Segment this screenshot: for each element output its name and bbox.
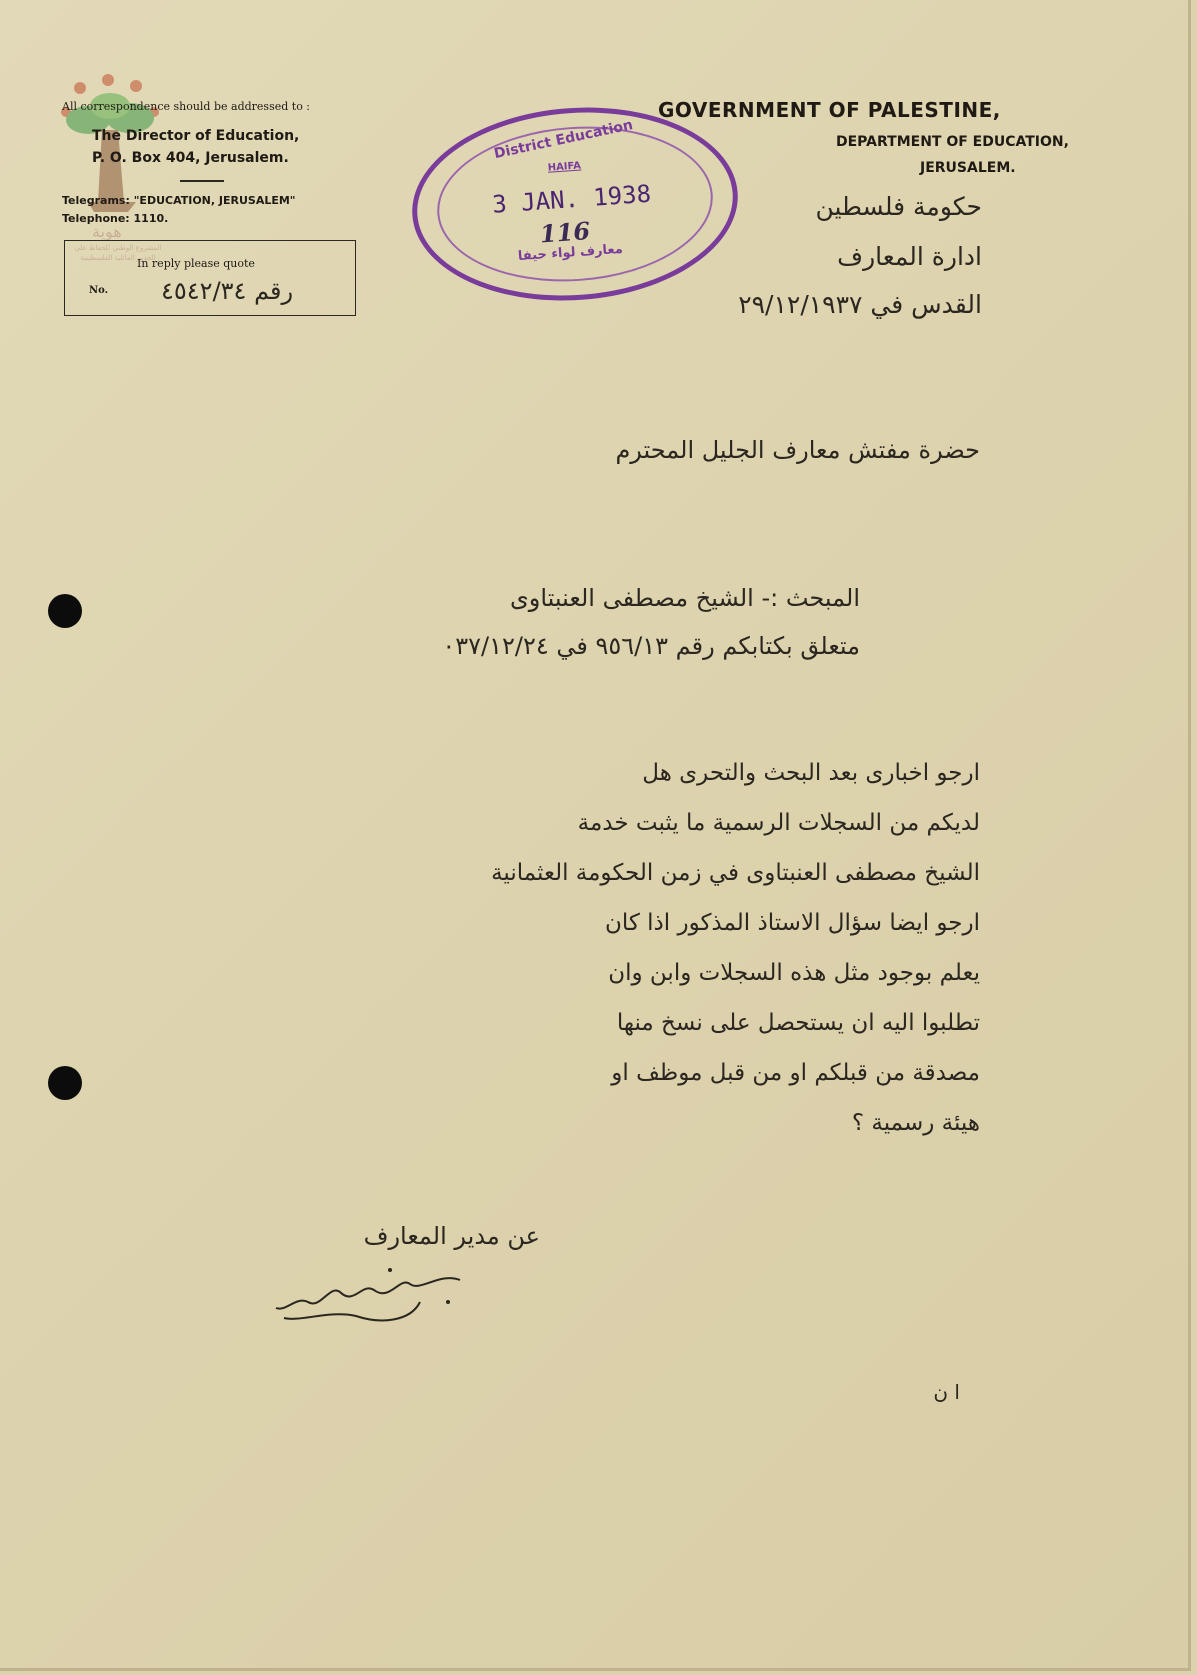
body-line: هيئة رسمية ؟ [851,1110,980,1136]
po-box-line: P. O. Box 404, Jerusalem. [92,150,289,166]
punch-hole-top [48,594,82,628]
letter-date: القدس في ٢٩/١٢/١٩٣٧ [738,290,982,319]
letterhead-rule [180,180,224,182]
signature-for-label: عن مدير المعارف [363,1222,540,1250]
department-heading-ar: ادارة المعارف [837,242,982,271]
stamp-city: HAIFA [547,160,582,174]
body-line: الشيخ مصطفى العنبتاوى في زمن الحكومة العثمانية [491,860,980,886]
body-line: ارجو ايضا سؤال الاستاذ المذكور اذا كان [604,910,980,936]
body-line: يعلم بوجود مثل هذه السجلات وابن وان [608,960,980,986]
addressee-line: حضرة مفتش معارف الجليل المحترم [615,436,980,464]
body-line: مصدقة من قبلكم او من قبل موظف او [611,1060,980,1086]
subject-line: المبحث :- الشيخ مصطفى العنبتاوى [509,584,860,612]
reply-label: In reply please quote [137,257,255,270]
body-line: ارجو اخبارى بعد البحث والتحرى هل [642,760,980,786]
department-heading: DEPARTMENT OF EDUCATION, [836,134,1069,150]
watermark-text: هوية [92,222,122,241]
watermark-caption-1: المشروع الوطني للحفاظ على [74,244,162,252]
handwritten-signature [270,1262,470,1332]
punch-hole-bottom [48,1066,82,1100]
stamp-top-text: District Education [492,117,635,163]
body-line: لديكم من السجلات الرسمية ما يثبت خدمة [577,810,980,836]
telegrams-line: Telegrams: "EDUCATION, JERUSALEM" [62,194,296,207]
director-line: The Director of Education, [92,128,300,144]
reply-reference-box [64,240,356,316]
city-heading: JERUSALEM. [920,160,1016,176]
address-instruction: All correspondence should be addressed to : [62,100,311,113]
stamp-date: 3 JAN. 1938 [491,179,652,219]
reply-no-label: No. [89,285,109,296]
stamp-bottom-text: معارف لواء حيفا [517,241,624,265]
watermark-caption-2: الجذور العائلية الفلسطينية [80,254,156,262]
stamp-number: 116 [538,216,591,249]
received-stamp [406,97,745,311]
telephone-line: Telephone: 1110. [62,212,169,225]
government-heading-ar: حكومة فلسطين [815,192,982,221]
writer-initials: ا ن [933,1380,960,1404]
reply-number: رقم ٤٥٤٢/٣٤ [161,277,294,305]
government-heading: GOVERNMENT OF PALESTINE, [658,98,1001,122]
reference-line: متعلق بكتابكم رقم ٩٥٦/١٣ في ٠٣٧/١٢/٢٤ [442,632,860,660]
body-line: تطلبوا اليه ان يستحصل على نسخ منها [616,1010,980,1036]
